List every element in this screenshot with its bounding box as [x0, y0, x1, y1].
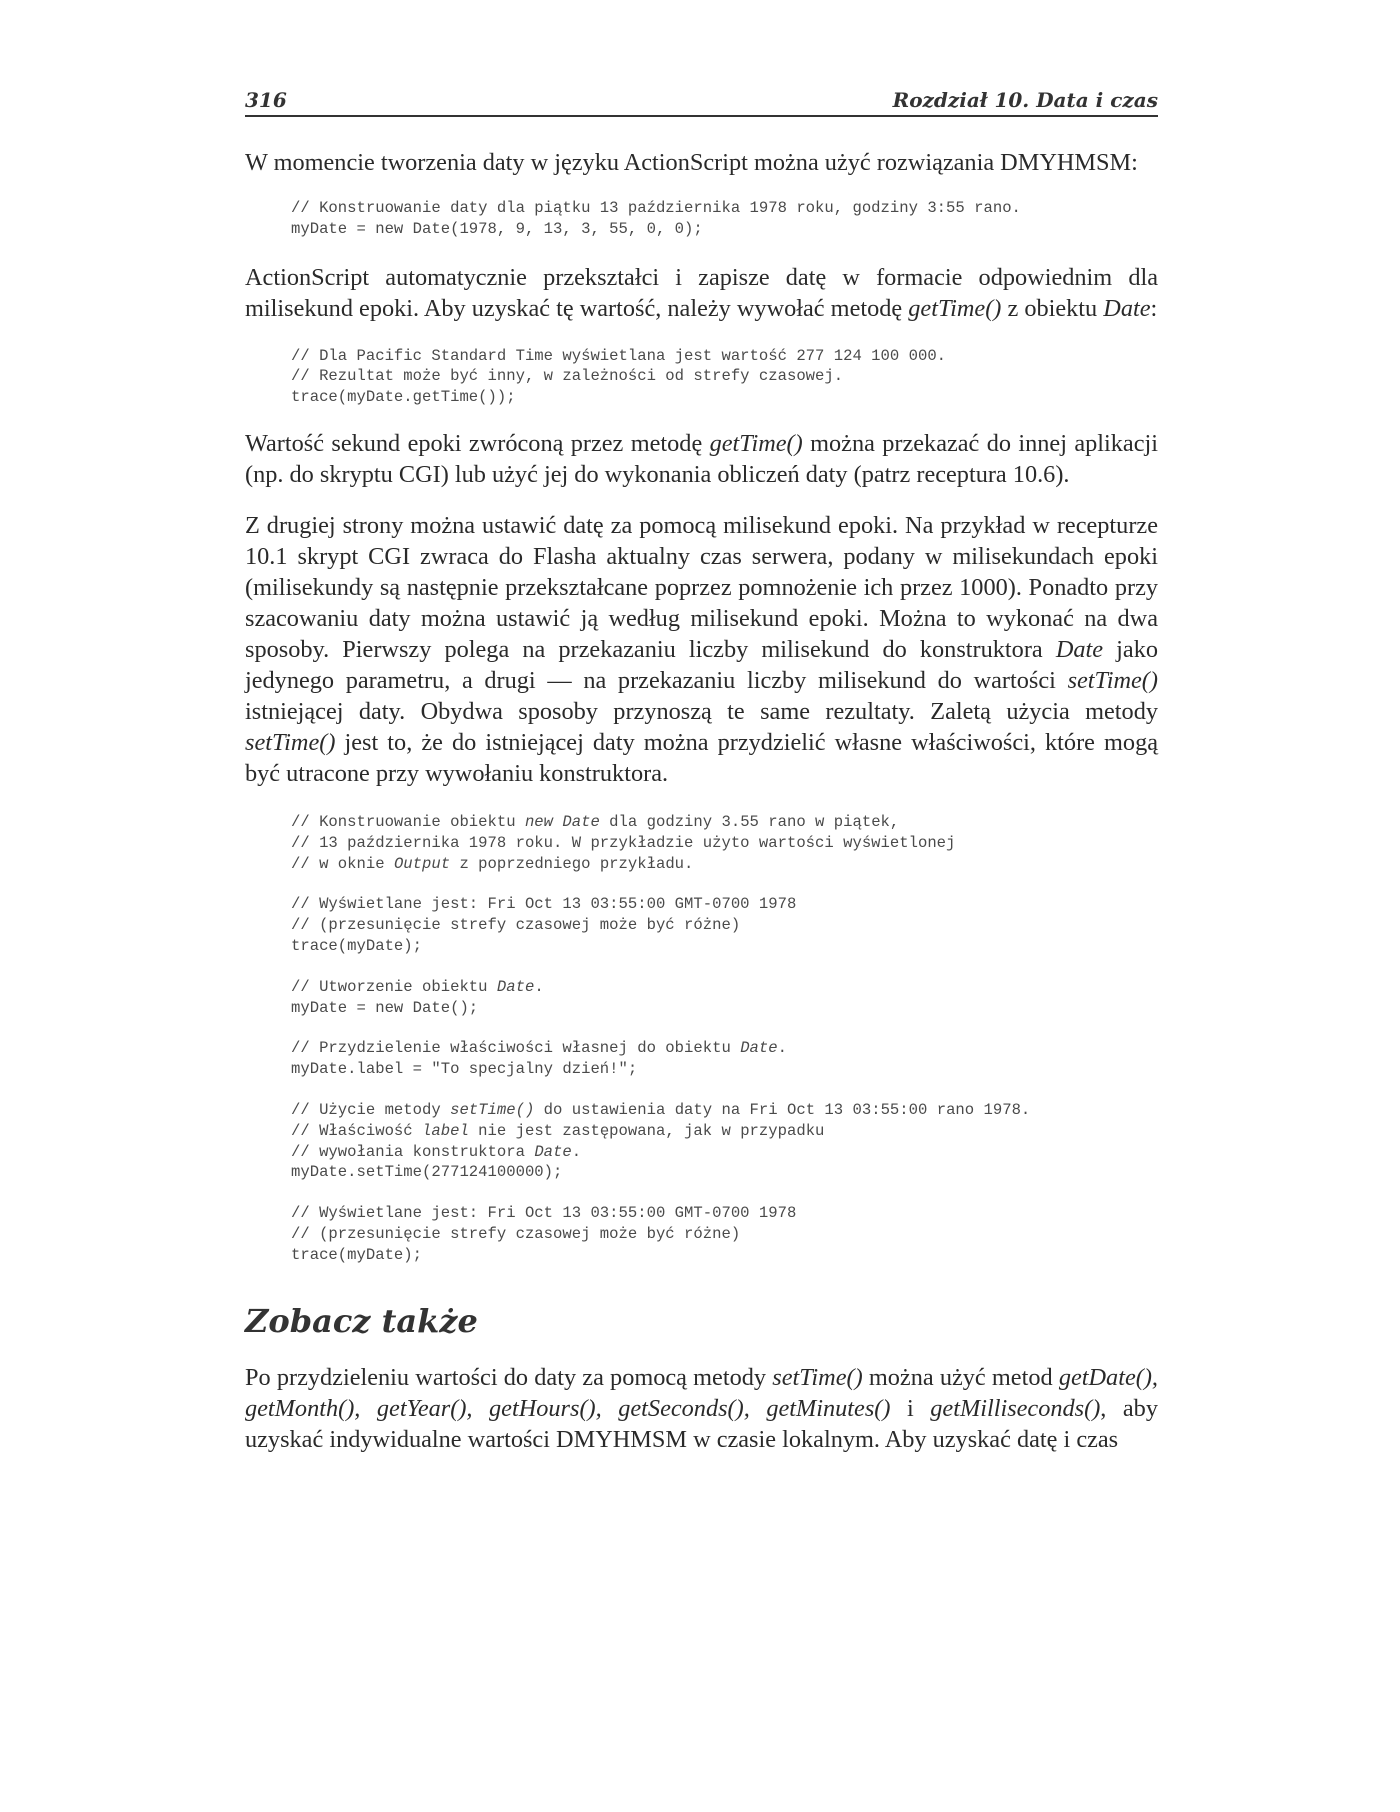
code-line: // (przesunięcie strefy czasowej może być różne) — [291, 1224, 741, 1243]
text-run: z obiektu — [1001, 294, 1104, 322]
text-run: można przekazać do innej aplikacji (np. do skryptu CGI) lub użyć jej do wykonania obliczeń daty (patrz receptura 10.6). — [245, 429, 1158, 488]
text-run: i — [890, 1394, 931, 1422]
code-line: myDate.label = "To specjalny dzień!"; — [291, 1060, 638, 1079]
method-name: setTime() — [772, 1363, 863, 1391]
text-run: istniejącej daty. Obydwa sposoby przynoszą te same rezultaty. Zaletą użycia metody — [245, 697, 1158, 725]
paragraph-see-also — [245, 1362, 1158, 1455]
code-block-settime-example — [245, 812, 1158, 1266]
text-run: Z drugiej strony można ustawić datę za pomocą milisekund epoki. Na przykład w recepturze 10.1 skrypt CGI zwraca do Flasha aktualny czas serwera, podany w milisekundach epoki (milisekundy są następnie przekształcane poprzez pomnożenie ich przez 1000). Ponadto przy szacowaniu daty można ustawić ją według milisekund epoki. Można to wykonać na dwa sposoby. Pierwszy polega na przekazaniu liczby milisekund do konstruktora — [245, 511, 1158, 663]
code-block-constructor — [245, 198, 1158, 240]
text-run: jako jedynego parametru, a drugi — na przekazaniu liczby milisekund do wartości — [245, 635, 1158, 694]
text-run: ActionScript automatycznie przekształci i zapisze datę w formacie odpowiednim dla milisekund epoki. Aby uzyskać tę wartość, należy wywołać metodę — [245, 263, 1158, 322]
paragraph-settime — [245, 510, 1158, 789]
code-line: // (przesunięcie strefy czasowej może być różne) — [291, 916, 741, 935]
code-line: // Użycie metody setTime() do ustawienia daty na Fri Oct 13 03:55:00 rano 1978. — [291, 1100, 1031, 1119]
paragraph-intro: W momencie tworzenia daty w języku ActionScript można użyć rozwiązania DMYHMSM: — [245, 149, 1138, 176]
method-name: setTime() — [245, 728, 336, 756]
code-line: myDate = new Date(); — [291, 998, 479, 1017]
code-line: myDate = new Date(1978, 9, 13, 3, 55, 0, 0); — [291, 219, 703, 238]
text-run: : — [1150, 294, 1158, 322]
code-line: // Wyświetlane jest: Fri Oct 13 03:55:00 GMT-0700 1978 — [291, 895, 797, 914]
method-name: getTime() — [709, 429, 803, 457]
running-header — [245, 88, 1158, 117]
method-name: getMilliseconds() — [930, 1394, 1101, 1422]
code-line: // wywołania konstruktora Date. — [291, 1142, 582, 1161]
method-name: getTime() — [908, 294, 1002, 322]
code-line: trace(myDate.getTime()); — [291, 388, 516, 407]
code-line: // 13 października 1978 roku. W przykładzie użyto wartości wyświetlonej — [291, 833, 956, 852]
code-line: // w oknie Output z poprzedniego przykładu. — [291, 854, 694, 873]
method-name: setTime() — [1067, 666, 1158, 694]
code-block-gettime — [245, 346, 1158, 408]
code-line: // Dla Pacific Standard Time wyświetlana jest wartość 277 124 100 000. — [291, 346, 947, 365]
text-run: Wartość sekund epoki zwróconą przez metodę — [245, 429, 710, 457]
paragraph-gettime — [245, 262, 1158, 324]
code-line: trace(myDate); — [291, 936, 423, 955]
section-heading: Zobacz także — [245, 1301, 478, 1340]
method-list: getDate(), getMonth(), getYear(), getHours(), getSeconds(), getMinutes() — [245, 1363, 1158, 1422]
book-page — [245, 88, 1158, 1455]
code-line: // Rezultat może być inny, w zależności od strefy czasowej. — [291, 367, 844, 386]
class-name: Date — [1055, 635, 1104, 663]
code-line: // Wyświetlane jest: Fri Oct 13 03:55:00 GMT-0700 1978 — [291, 1204, 797, 1223]
code-line: myDate.setTime(277124100000); — [291, 1163, 563, 1182]
class-name: Date — [1103, 294, 1151, 322]
text-run: Po przydzieleniu wartości do daty za pomocą metody — [245, 1363, 773, 1391]
code-line: // Konstruowanie obiektu new Date dla godziny 3.55 rano w piątek, — [291, 812, 900, 831]
text-run: można użyć metod — [862, 1363, 1059, 1391]
page-number: 316 — [245, 88, 287, 112]
code-line: trace(myDate); — [291, 1245, 423, 1264]
code-line: // Utworzenie obiektu Date. — [291, 977, 544, 996]
code-line: // Konstruowanie daty dla piątku 13 października 1978 roku, godziny 3:55 rano. — [291, 199, 1021, 217]
text-run: , aby uzyskać indywidualne wartości DMYHMSM w czasie lokalnym. Aby uzyskać datę i czas — [245, 1394, 1158, 1453]
code-line: // Właściwość label nie jest zastępowana, jak w przypadku — [291, 1121, 825, 1140]
paragraph-epoch-seconds — [245, 428, 1158, 490]
code-line: // Przydzielenie właściwości własnej do obiektu Date. — [291, 1039, 787, 1058]
chapter-title: Rozdział 10. Data i czas — [892, 88, 1158, 112]
text-run: jest to, że do istniejącej daty można przydzielić własne właściwości, które mogą być utracone przy wywołaniu konstruktora. — [245, 728, 1158, 787]
